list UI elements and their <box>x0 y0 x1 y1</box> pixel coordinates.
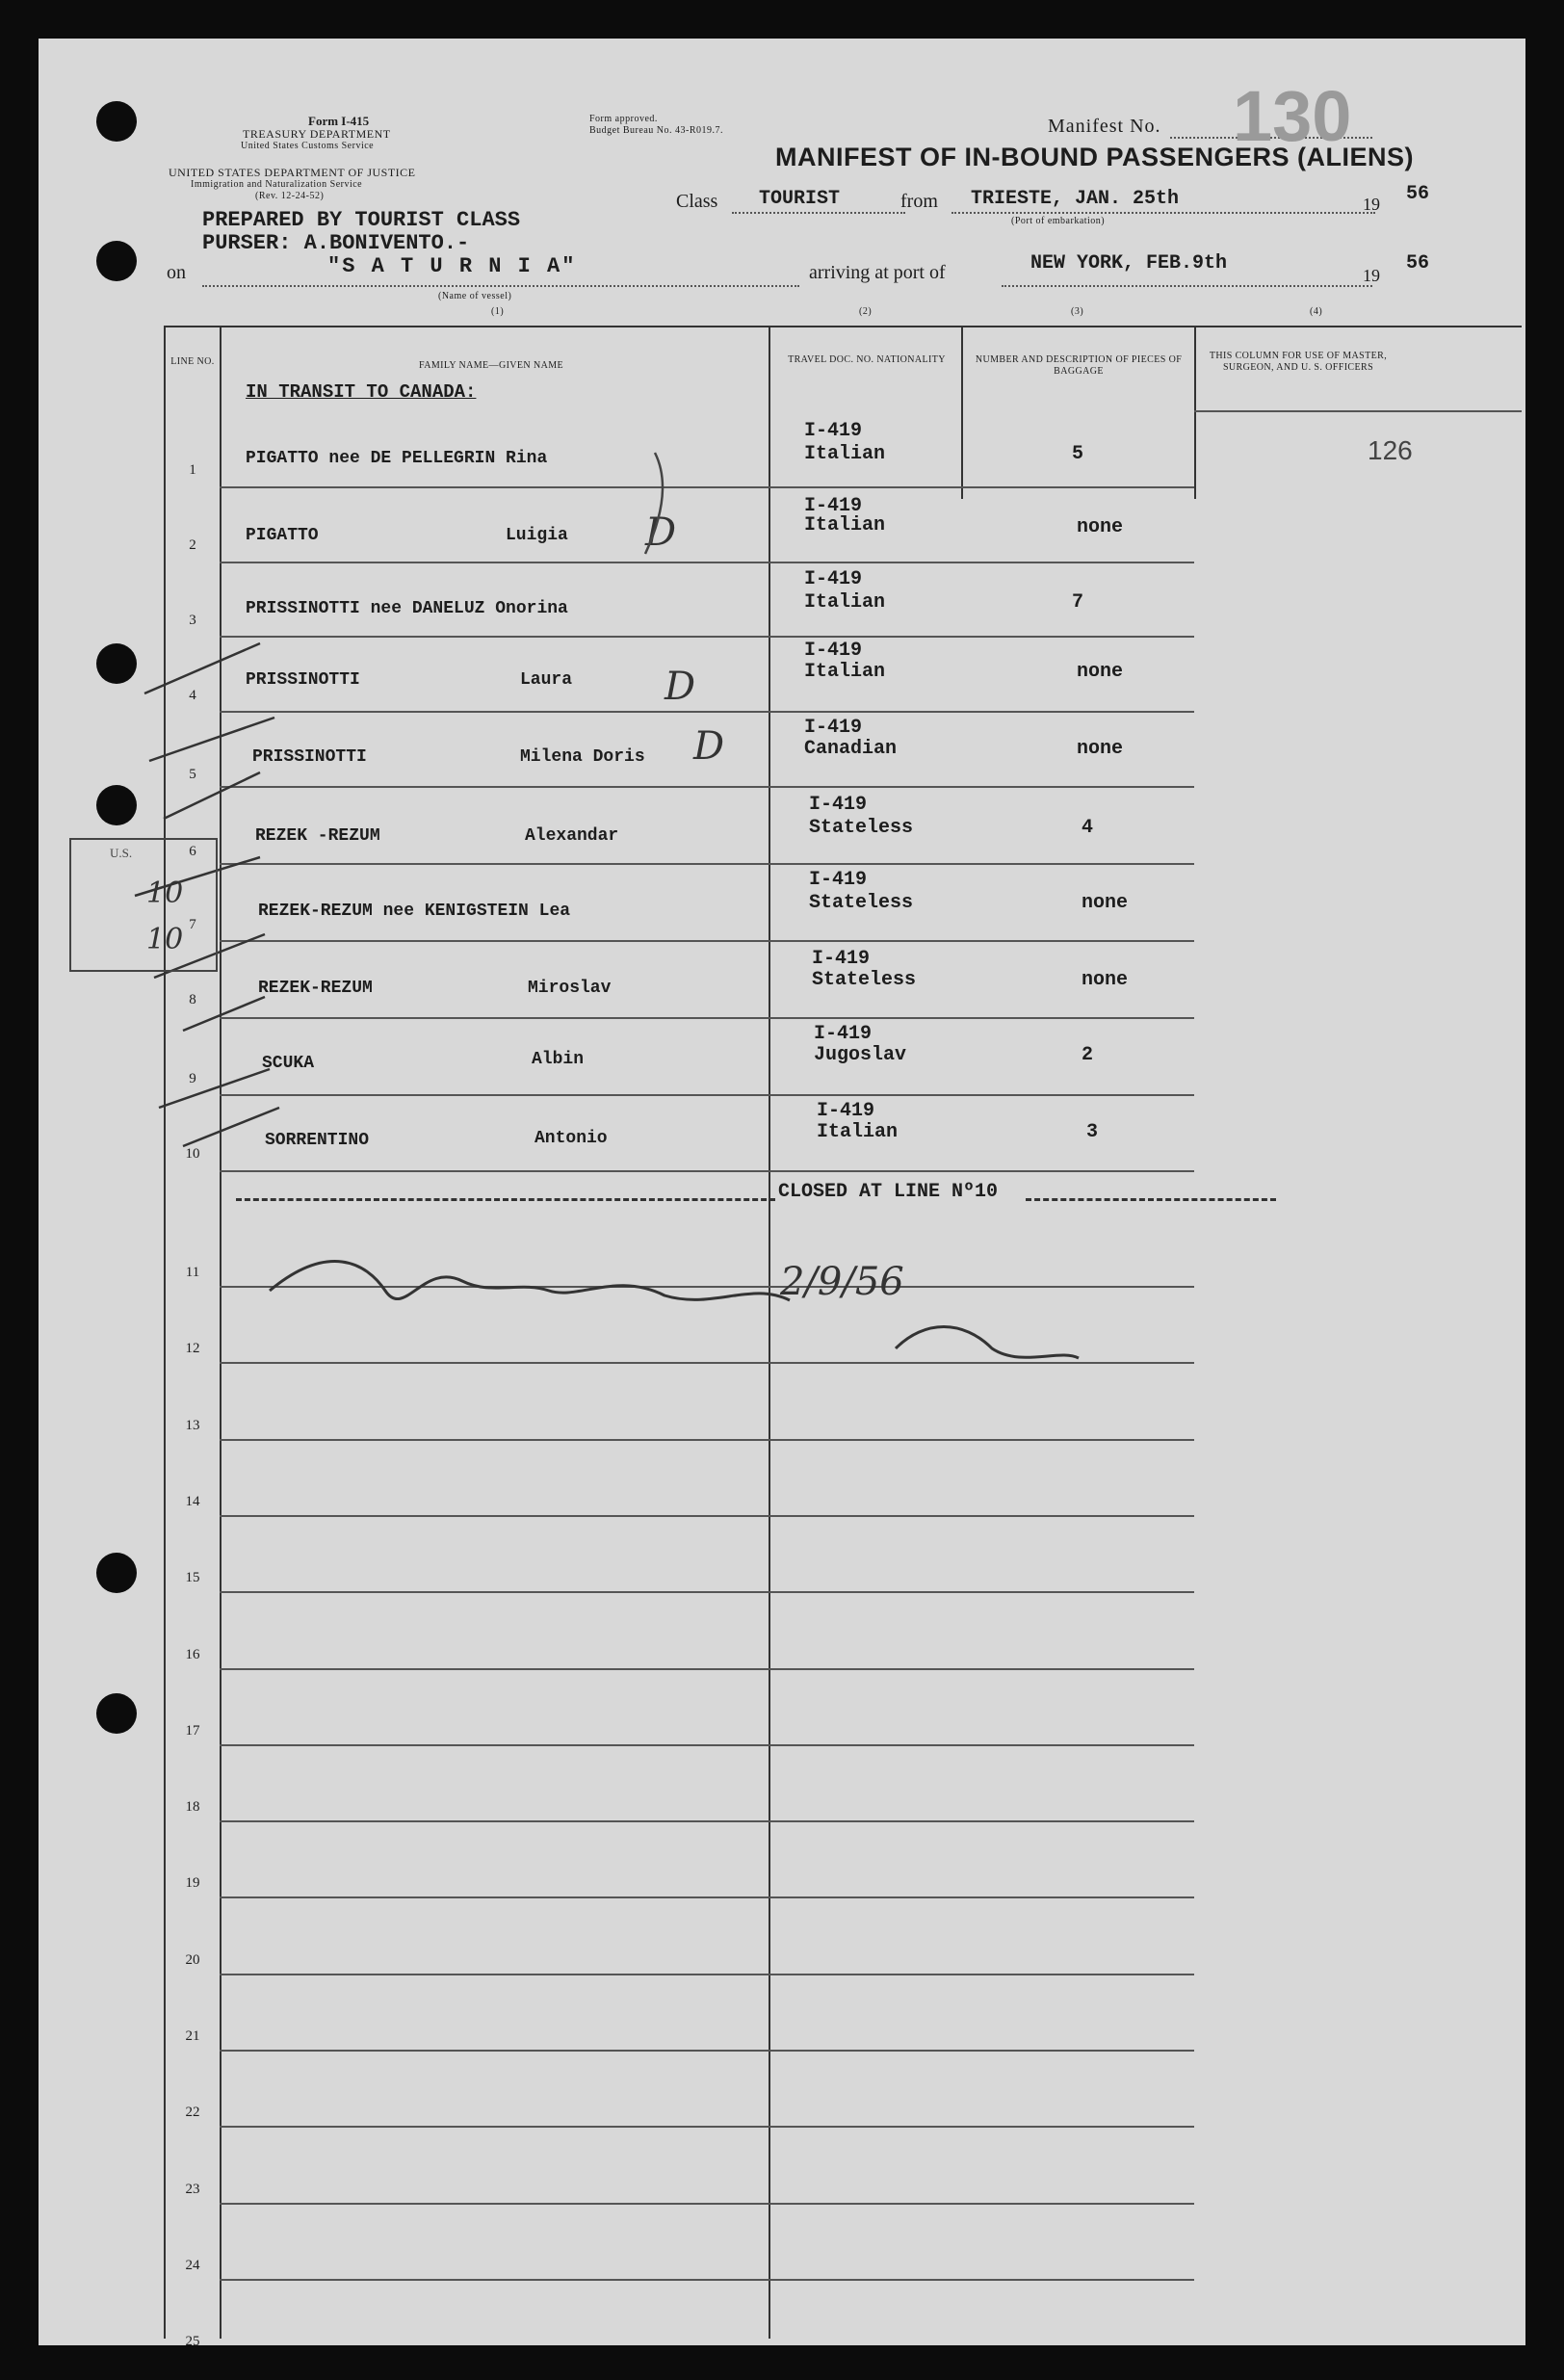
col-header-name: FAMILY NAME—GIVEN NAME <box>418 360 563 371</box>
from-label: from <box>900 191 938 212</box>
nationality: Stateless <box>812 969 917 991</box>
passenger-given-name: Luigia <box>506 526 568 545</box>
year-prefix-2: 19 <box>1363 266 1380 285</box>
line-number: 22 <box>185 2105 200 2120</box>
handwritten-date: 2/9/56 <box>780 1260 904 1304</box>
travel-doc: I-419 <box>804 495 863 517</box>
line-number: 12 <box>185 1341 200 1356</box>
closed-note: CLOSED AT LINE Nº10 <box>778 1181 999 1203</box>
line-number: 6 <box>189 844 196 859</box>
arriving-label: arriving at port of <box>809 262 946 283</box>
baggage-count: 2 <box>1082 1044 1094 1066</box>
handwritten-mark: D <box>645 510 677 555</box>
col-header-doc: TRAVEL DOC. NO. NATIONALITY <box>788 354 946 365</box>
nationality: Jugoslav <box>814 1044 907 1066</box>
line-number: 2 <box>189 537 196 553</box>
year-value-2: 56 <box>1406 252 1430 275</box>
baggage-count: 4 <box>1082 817 1094 839</box>
nationality: Canadian <box>804 738 898 760</box>
travel-doc: I-419 <box>804 717 863 739</box>
line-number: 19 <box>185 1875 200 1891</box>
travel-doc: I-419 <box>814 1023 873 1045</box>
passenger-name: PRISSINOTTI <box>252 747 367 767</box>
baggage-count: none <box>1082 892 1129 914</box>
handwritten-mark: D <box>693 724 725 769</box>
stamp-line: 10 <box>146 923 184 956</box>
customs-service: United States Customs Service <box>241 141 375 151</box>
passenger-name: SORRENTINO <box>265 1131 370 1150</box>
travel-doc: I-419 <box>809 794 868 816</box>
passenger-given-name: Milena Doris <box>520 747 645 767</box>
passenger-given-name: Albin <box>532 1050 585 1069</box>
passenger-name: SCUKA <box>262 1054 315 1073</box>
baggage-count: 7 <box>1072 591 1084 614</box>
travel-doc: I-419 <box>812 948 871 970</box>
nationality: Italian <box>804 514 886 536</box>
form-approved: Form approved. <box>589 114 658 124</box>
line-number: 20 <box>185 1952 200 1968</box>
pen-annotations <box>39 39 1525 2345</box>
passenger-name: PIGATTO nee DE PELLEGRIN Rina <box>246 449 548 468</box>
form-number: Form I-415 <box>308 114 370 128</box>
manifest-number: 130 <box>1233 76 1352 156</box>
purser: PURSER: A.BONIVENTO.- <box>202 231 470 255</box>
col-header-baggage: NUMBER AND DESCRIPTION OF PIECES OF BAGGAGE <box>975 354 1183 377</box>
line-number: 23 <box>185 2182 200 2197</box>
baggage-count: none <box>1077 738 1124 760</box>
nationality: Stateless <box>809 817 914 839</box>
line-number: 9 <box>189 1071 196 1086</box>
port-embarkation-caption: (Port of embarkation) <box>1011 216 1106 226</box>
class-label: Class <box>676 191 718 212</box>
line-number: 25 <box>185 2334 200 2349</box>
year-prefix-1: 19 <box>1363 195 1380 214</box>
passenger-name: REZEK-REZUM <box>258 979 373 998</box>
line-number: 16 <box>185 1647 200 1662</box>
on-label: on <box>167 262 186 283</box>
line-number: 14 <box>185 1494 200 1509</box>
baggage-count: none <box>1077 661 1124 683</box>
baggage-count: none <box>1077 516 1124 538</box>
travel-doc: I-419 <box>804 568 863 590</box>
vessel-name: "S A T U R N I A" <box>327 254 577 278</box>
justice-dept: UNITED STATES DEPARTMENT OF JUSTICE <box>169 166 416 179</box>
line-number: 7 <box>189 917 196 932</box>
travel-doc: I-419 <box>804 420 863 442</box>
passenger-given-name: Antonio <box>534 1129 608 1148</box>
inspection-stamp <box>69 838 218 972</box>
line-number: 1 <box>189 462 196 478</box>
handwritten-mark: D <box>665 665 696 709</box>
passenger-given-name: Laura <box>520 670 573 690</box>
line-number: 18 <box>185 1799 200 1815</box>
year-value-1: 56 <box>1406 183 1430 205</box>
manifest-title: MANIFEST OF IN-BOUND PASSENGERS (ALIENS) <box>775 143 1415 171</box>
passenger-name: PRISSINOTTI nee DANELUZ Onorina <box>246 599 568 618</box>
baggage-count: none <box>1082 969 1129 991</box>
line-number: 15 <box>185 1570 200 1585</box>
treasury-dept: TREASURY DEPARTMENT <box>243 127 391 141</box>
baggage-count: 5 <box>1072 443 1084 465</box>
vessel-caption: (Name of vessel) <box>438 291 512 301</box>
passenger-name: REZEK-REZUM nee KENIGSTEIN Lea <box>258 902 571 921</box>
col-header-officers: THIS COLUMN FOR USE OF MASTER, SURGEON, AND U. S. OFFICERS <box>1209 351 1388 373</box>
line-number: 8 <box>189 992 196 1007</box>
line-number: 13 <box>185 1418 200 1433</box>
nationality: Stateless <box>809 892 914 914</box>
travel-doc: I-419 <box>809 869 868 891</box>
line-number: 24 <box>185 2258 200 2273</box>
line-number: 4 <box>189 688 196 703</box>
nationality: Italian <box>817 1121 899 1143</box>
col-num-3: (3) <box>1071 306 1084 317</box>
col-num-2: (2) <box>859 306 873 317</box>
transit-note: IN TRANSIT TO CANADA: <box>246 381 477 403</box>
baggage-count: 3 <box>1086 1121 1099 1143</box>
line-number: 10 <box>185 1146 200 1162</box>
travel-doc: I-419 <box>817 1100 875 1122</box>
budget-bureau: Budget Bureau No. 43-R019.7. <box>589 125 723 136</box>
manifest-no-label: Manifest No. <box>1048 116 1161 137</box>
class-value: TOURIST <box>759 188 841 210</box>
from-value: TRIESTE, JAN. 25th <box>971 188 1180 210</box>
line-number: 17 <box>185 1723 200 1739</box>
line-number: 21 <box>185 2028 200 2044</box>
stamp-line: 10 <box>146 876 184 910</box>
nationality: Italian <box>804 443 886 465</box>
immigration-service: Immigration and Naturalization Service <box>191 179 363 190</box>
passenger-name: PIGATTO <box>246 526 319 545</box>
passenger-given-name: Alexandar <box>525 826 619 846</box>
travel-doc: I-419 <box>804 640 863 662</box>
line-number: 5 <box>189 767 196 782</box>
manifest-page <box>39 39 1525 2349</box>
stamp-line: U.S. <box>110 846 133 860</box>
line-number: 11 <box>185 1265 200 1280</box>
passenger-name: PRISSINOTTI <box>246 670 360 690</box>
passenger-given-name: Miroslav <box>528 979 612 998</box>
col-num-4: (4) <box>1310 306 1323 317</box>
nationality: Italian <box>804 661 886 683</box>
col-header-line: LINE NO. <box>170 356 215 367</box>
line-number: 3 <box>189 613 196 628</box>
col-num-1: (1) <box>491 306 505 317</box>
prepared-by: PREPARED BY TOURIST CLASS <box>202 208 521 232</box>
revision: (Rev. 12-24-52) <box>255 191 325 201</box>
arriving-value: NEW YORK, FEB.9th <box>1030 252 1228 275</box>
officer-note: 126 <box>1368 435 1413 465</box>
nationality: Italian <box>804 591 886 614</box>
passenger-name: REZEK -REZUM <box>255 826 380 846</box>
